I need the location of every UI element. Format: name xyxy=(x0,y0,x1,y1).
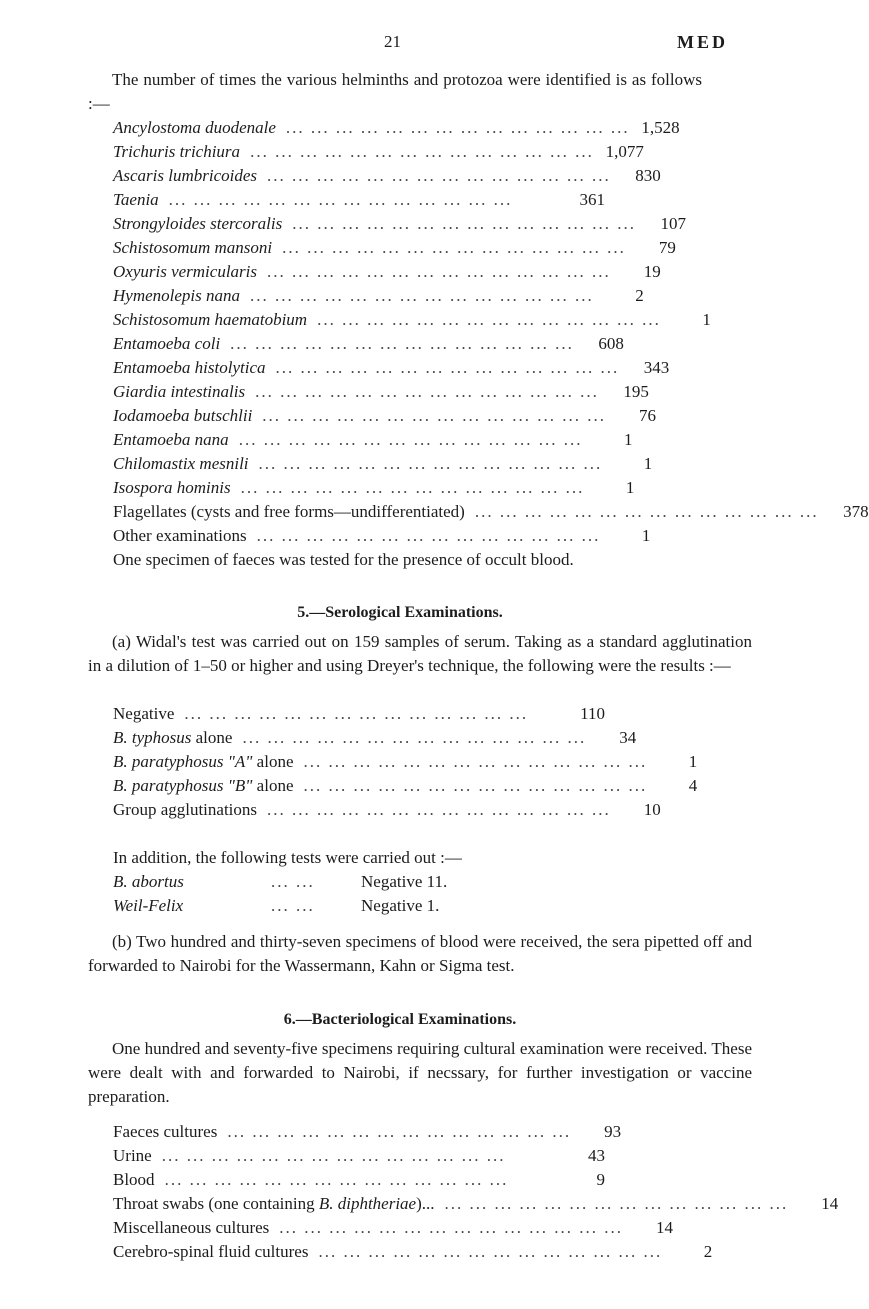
table-row xyxy=(113,750,698,774)
section-6-paragraph: One hundred and seventy-five specimens requiring cultural examination were received. These were dealt with and forwarded to Nairobi, if necssary, for further investigation or vaccine preparation. xyxy=(88,1039,752,1106)
table-row xyxy=(113,1216,674,1240)
label-text: Trichuris trichiura xyxy=(113,142,241,161)
row-label xyxy=(113,750,294,774)
leader-dots: ... ... ... ... ... ... ... ... ... ... ... ... ... ... xyxy=(262,406,607,425)
page-header xyxy=(0,30,800,56)
row-value: 2 xyxy=(635,286,644,305)
table-row xyxy=(113,726,637,750)
row-label xyxy=(113,1216,269,1240)
row-value: 830 xyxy=(635,166,661,185)
leader-dots: ... ... ... ... ... ... ... ... ... ... ... ... ... ... xyxy=(318,1242,663,1261)
row-value: 361 xyxy=(579,190,605,209)
leader-dots: ... ... ... ... ... ... ... ... ... ... ... ... ... ... xyxy=(279,1218,624,1237)
leader-dots: ... ... ... ... ... ... ... ... ... ... ... ... ... ... xyxy=(258,454,603,473)
row-value: 1 xyxy=(641,526,651,545)
leader-dots: ... ... ... ... ... ... ... ... ... ... ... ... ... ... xyxy=(444,1194,789,1213)
section-6-heading: 6.—Bacteriological Examinations. xyxy=(283,1011,517,1028)
row-value: 10 xyxy=(643,800,661,819)
row-label xyxy=(113,380,245,404)
leader-dots: ... ... xyxy=(271,896,315,915)
table-row xyxy=(113,356,670,380)
table-row xyxy=(113,308,711,332)
test-result: Negative 1. xyxy=(361,896,440,915)
table-row xyxy=(113,428,633,452)
row-value: 79 xyxy=(658,238,676,257)
row-label xyxy=(113,308,307,332)
table-row xyxy=(113,1120,622,1144)
leader-dots: ... ... ... ... ... ... ... ... ... ... ... ... ... ... xyxy=(250,142,594,161)
test-result: Negative 11. xyxy=(361,872,448,891)
label-text: B. paratyphosus "B" xyxy=(113,776,253,795)
leader-dots: ... ... ... ... ... ... ... ... ... ... ... ... ... ... xyxy=(227,1122,572,1141)
label-text: Urine xyxy=(113,1146,152,1165)
label-text: Taenia xyxy=(113,190,159,209)
table-row xyxy=(113,164,661,188)
label-text: Entamoeba coli xyxy=(113,334,221,353)
table-row xyxy=(113,1192,839,1216)
row-value: 14 xyxy=(821,1194,839,1213)
table-row xyxy=(113,116,680,140)
row-label xyxy=(113,428,229,452)
row-label xyxy=(113,702,174,726)
label-text: Isospora hominis xyxy=(113,478,231,497)
label-text: Schistosomum haematobium xyxy=(113,310,308,329)
leader-dots: ... ... ... ... ... ... ... ... ... ... ... ... ... ... xyxy=(292,214,636,233)
leader-dots: ... ... xyxy=(271,872,315,891)
label-text: Chilomastix mesnili xyxy=(113,454,249,473)
leader-dots: ... ... ... ... ... ... ... ... ... ... ... ... ... ... xyxy=(184,704,529,723)
row-label xyxy=(113,212,282,236)
row-label xyxy=(113,476,231,500)
label-text: Ascaris lumbricoides xyxy=(113,166,258,185)
row-value: 378 xyxy=(843,502,869,521)
row-label xyxy=(113,188,159,212)
label-text: B. paratyphosus "A" xyxy=(113,752,253,771)
table-row xyxy=(113,1168,605,1192)
row-value: 19 xyxy=(643,262,661,281)
table-row xyxy=(113,236,676,260)
table-row xyxy=(113,702,605,726)
row-value: 76 xyxy=(639,406,657,425)
table-row xyxy=(113,894,533,918)
leader-dots: ... ... ... ... ... ... ... ... ... ... ... ... ... ... xyxy=(275,358,620,377)
label-text: Group agglutinations xyxy=(113,800,258,819)
row-value: 1 xyxy=(643,454,653,473)
leader-dots: ... ... ... ... ... ... ... ... ... ... ... ... ... ... xyxy=(303,752,648,771)
label-text: Blood xyxy=(113,1170,155,1189)
section-5-heading: 5.—Serological Examinations. xyxy=(297,604,503,621)
row-value: 43 xyxy=(588,1146,605,1165)
row-label xyxy=(113,332,220,356)
row-value: 1 xyxy=(623,430,633,449)
row-label xyxy=(113,798,257,822)
helminth-protozoa-table xyxy=(113,116,869,548)
label-text: B. typhosus xyxy=(113,728,192,747)
leader-dots: ... ... ... ... ... ... ... ... ... ... ... ... ... ... xyxy=(267,800,611,819)
test-name: Weil-Felix xyxy=(113,896,184,915)
label-text: alone xyxy=(252,752,294,771)
row-value: 107 xyxy=(660,214,686,233)
table-row xyxy=(113,476,635,500)
widal-results-table xyxy=(113,702,698,822)
table-row xyxy=(113,774,698,798)
test-name: B. abortus xyxy=(113,872,184,891)
table-row xyxy=(113,260,661,284)
row-label xyxy=(113,404,252,428)
table-row xyxy=(113,404,657,428)
row-value: 343 xyxy=(643,358,670,377)
row-value: 4 xyxy=(688,776,698,795)
leader-dots: ... ... ... ... ... ... ... ... ... ... ... ... ... ... xyxy=(230,334,574,353)
row-label xyxy=(113,284,240,308)
row-label xyxy=(113,524,247,548)
label-text: B. diphtheriae xyxy=(318,1194,417,1213)
label-text: Schistosomum mansoni xyxy=(113,238,273,257)
leader-dots: ... ... ... ... ... ... ... ... ... ... ... ... ... ... xyxy=(267,166,611,185)
label-text: alone xyxy=(252,776,294,795)
row-label xyxy=(113,260,257,284)
row-label xyxy=(113,774,294,798)
row-label xyxy=(113,1192,435,1216)
leader-dots: ... ... ... ... ... ... ... ... ... ... ... ... ... ... xyxy=(255,382,599,401)
leader-dots: ... ... ... ... ... ... ... ... ... ... ... ... ... ... xyxy=(168,190,513,209)
running-head: MED xyxy=(677,32,728,52)
section-5-paragraph-a: (a) Widal's test was carried out on 159 samples of serum. Taking as a standard agglutination in a dilution of 1–50 or higher and using Dreyer's technique, the following were the results :— xyxy=(88,632,752,675)
label-text: Flagellates (cysts and free forms—undifferentiated) xyxy=(113,502,465,521)
row-label xyxy=(113,1120,217,1144)
table-row xyxy=(113,452,653,476)
row-value: 195 xyxy=(623,382,649,401)
row-value: 1,528 xyxy=(641,118,680,137)
leader-dots: ... ... ... ... ... ... ... ... ... ... ... ... ... ... xyxy=(317,310,661,329)
leader-dots: ... ... ... ... ... ... ... ... ... ... ... ... ... ... xyxy=(285,118,630,137)
label-text: Iodamoeba butschlii xyxy=(113,406,253,425)
table-row xyxy=(113,1144,605,1168)
row-label xyxy=(113,1168,155,1192)
leader-dots: ... ... ... ... ... ... ... ... ... ... ... ... ... ... xyxy=(282,238,626,257)
row-value: 1 xyxy=(625,478,635,497)
label-text: Hymenolepis nana xyxy=(113,286,241,305)
row-label xyxy=(113,1144,152,1168)
leader-dots: ... ... ... ... ... ... ... ... ... ... ... ... ... ... xyxy=(267,262,611,281)
row-label xyxy=(113,726,232,750)
row-label xyxy=(113,356,266,380)
row-label xyxy=(113,236,272,260)
row-value: 34 xyxy=(619,728,637,747)
table-row xyxy=(113,140,644,164)
leader-dots: ... ... ... ... ... ... ... ... ... ... ... ... ... ... xyxy=(240,478,585,497)
intro-paragraph: The number of times the various helminths and protozoa were identified is as follows :— xyxy=(88,70,702,113)
table-row xyxy=(113,500,869,524)
table-row xyxy=(113,380,649,404)
table-row xyxy=(113,332,624,356)
row-value: 9 xyxy=(596,1170,605,1189)
leader-dots: ... ... ... ... ... ... ... ... ... ... ... ... ... ... xyxy=(474,502,819,521)
table-row xyxy=(113,188,605,212)
label-text: Negative xyxy=(113,704,175,723)
label-text: Strongyloides stercoralis xyxy=(113,214,283,233)
label-text: Giardia intestinalis xyxy=(113,382,246,401)
row-label xyxy=(113,452,249,476)
leader-dots: ... ... ... ... ... ... ... ... ... ... ... ... ... ... xyxy=(161,1146,506,1165)
label-text: Other examinations xyxy=(113,526,247,545)
table-row xyxy=(113,284,644,308)
table-row xyxy=(113,524,651,548)
leader-dots: ... ... ... ... ... ... ... ... ... ... ... ... ... ... xyxy=(303,776,648,795)
label-text: Oxyuris vermicularis xyxy=(113,262,258,281)
row-value: 110 xyxy=(580,704,605,723)
row-value: 608 xyxy=(598,334,624,353)
row-label xyxy=(113,164,257,188)
other-tests-table xyxy=(113,870,533,918)
leader-dots: ... ... ... ... ... ... ... ... ... ... ... ... ... ... xyxy=(242,728,587,747)
row-label xyxy=(113,116,276,140)
row-value: 1 xyxy=(688,752,698,771)
row-value: 14 xyxy=(656,1218,674,1237)
row-value: 1,077 xyxy=(605,142,644,161)
page-number: 21 xyxy=(384,32,401,51)
leader-dots: ... ... ... ... ... ... ... ... ... ... ... ... ... ... xyxy=(164,1170,509,1189)
label-text: Entamoeba nana xyxy=(113,430,229,449)
label-text: Miscellaneous cultures xyxy=(113,1218,270,1237)
row-value: 2 xyxy=(703,1242,713,1261)
label-text: alone xyxy=(191,728,233,747)
label-text: )... xyxy=(416,1194,435,1213)
table-row xyxy=(113,1240,713,1264)
leader-dots: ... ... ... ... ... ... ... ... ... ... ... ... ... ... xyxy=(256,526,601,545)
row-value: 93 xyxy=(604,1122,622,1141)
label-text: Cerebro-spinal fluid cultures xyxy=(113,1242,309,1261)
occult-blood-note: One specimen of faeces was tested for the presence of occult blood. xyxy=(113,550,574,569)
cultures-table xyxy=(113,1120,839,1264)
row-label xyxy=(113,500,465,524)
table-row xyxy=(113,212,686,236)
table-row xyxy=(113,870,533,894)
leader-dots: ... ... ... ... ... ... ... ... ... ... ... ... ... ... xyxy=(238,430,583,449)
label-text: Entamoeba histolytica xyxy=(113,358,266,377)
leader-dots: ... ... ... ... ... ... ... ... ... ... ... ... ... ... xyxy=(250,286,594,305)
section-5-paragraph-b: (b) Two hundred and thirty-seven specimens of blood were received, the sera pipetted off and forwarded to Nairobi for the Wassermann, Kahn or Sigma test. xyxy=(88,932,752,975)
table-row xyxy=(113,798,661,822)
row-value: 1 xyxy=(702,310,711,329)
row-label xyxy=(113,140,240,164)
label-text: Throat swabs (one containing xyxy=(113,1194,319,1213)
label-text: Ancylostoma duodenale xyxy=(113,118,276,137)
addition-text: In addition, the following tests were carried out :— xyxy=(113,848,462,867)
row-label xyxy=(113,1240,308,1264)
label-text: Faeces cultures xyxy=(113,1122,218,1141)
